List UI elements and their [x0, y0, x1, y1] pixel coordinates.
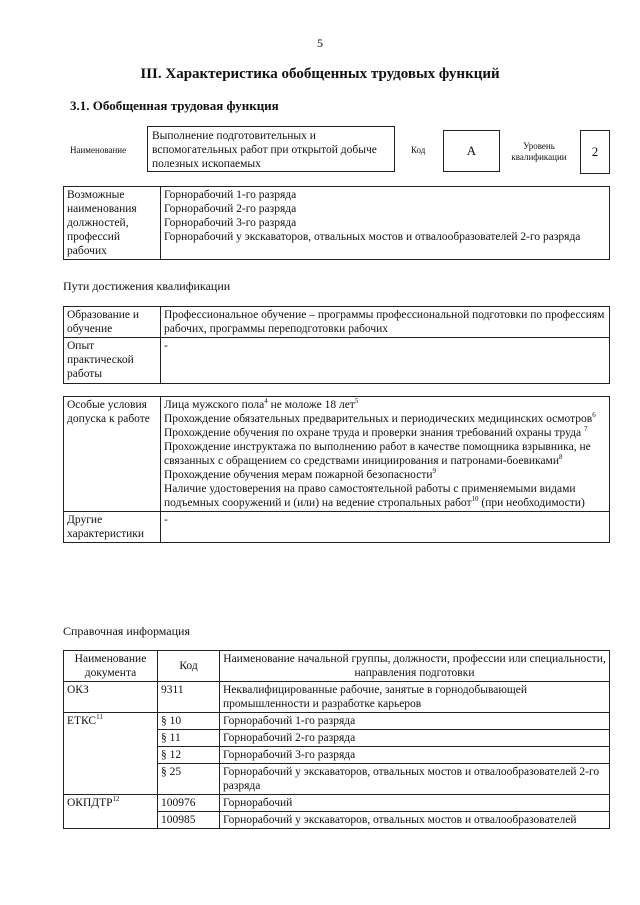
education-label: Образование и обучение [64, 307, 161, 338]
ref-name: Горнорабочий 3-го разряда [220, 747, 610, 764]
possible-titles-label: Возможные наименования должностей, профессий рабочих [64, 187, 161, 260]
condition-item: Прохождение обязательных предварительных и периодических медицинских осмотров$^6$ [164, 411, 596, 425]
ref-code: § 25 [158, 764, 220, 795]
ref-doc: ОКПДТР$^{12}$ [64, 795, 158, 829]
possible-titles-table [63, 186, 610, 260]
possible-titles-list [161, 187, 610, 260]
title-item: Горнорабочий 1-го разряда [164, 189, 297, 201]
other-value: - [161, 512, 610, 543]
condition-item: Лица мужского пола$^4$ не моложе 18 лет$^5$ [164, 397, 359, 411]
level-label: Уровень квалификации [511, 141, 567, 162]
table-row [64, 682, 610, 713]
ref-name: Неквалифицированные рабочие, занятые в горнодобывающей промышленности и разработке карьеров [220, 682, 610, 713]
ref-name: Горнорабочий 2-го разряда [220, 730, 610, 747]
condition-item: Прохождение обучения по охране труда и проверки знания требований охраны труда $^7$ [164, 425, 588, 439]
function-name-box [147, 126, 395, 172]
other-label: Другие характеристики [64, 512, 161, 543]
ref-name: Горнорабочий у экскаваторов, отвальных мостов и отвалообразователей 2-го разряда [220, 764, 610, 795]
ref-doc: ОКЗ [64, 682, 158, 713]
level-value: 2 [591, 144, 599, 159]
subsection-title: 3.1. Обобщенная трудовая функция [70, 98, 279, 113]
education-table [63, 306, 610, 384]
ref-header-doc: Наименование документа [64, 651, 158, 682]
title-item: Горнорабочий у экскаваторов, отвальных мостов и отвалообразователей 2-го разряда [164, 231, 581, 243]
experience-value: - [161, 338, 610, 384]
ref-header-name: Наименование начальной группы, должности, профессии или специальности, направления подготовки [220, 651, 610, 682]
conditions-list [161, 397, 610, 512]
level-box [580, 130, 610, 174]
table-row [64, 795, 610, 812]
ref-code: § 10 [158, 713, 220, 730]
ref-code: 9311 [158, 682, 220, 713]
function-name-value: Выполнение подготовительных и вспомогательных работ при открытой добыче полезных ископаемых [152, 130, 377, 170]
ref-code: 100976 [158, 795, 220, 812]
condition-item: Прохождение инструктажа по выполнению работ в качестве помощника взрывника, не связанных с обращением со средствами инициирования и патронами-боевиками$^8$ [164, 441, 591, 467]
reference-title: Справочная информация [63, 624, 190, 638]
title-item: Горнорабочий 2-го разряда [164, 203, 297, 215]
education-value: Профессиональное обучение – программы профессиональной подготовки по профессиям рабочих, программы переподготовки рабочих [161, 307, 610, 338]
name-label: Наименование [70, 145, 127, 155]
code-box [443, 130, 500, 172]
code-value: А [466, 143, 477, 158]
ref-name: Горнорабочий у экскаваторов, отвальных мостов и отвалообразователей [220, 812, 610, 829]
ref-code: § 11 [158, 730, 220, 747]
ref-name: Горнорабочий 1-го разряда [220, 713, 610, 730]
table-row [64, 713, 610, 730]
experience-label: Опыт практической работы [64, 338, 161, 384]
condition-item: Наличие удостоверения на право самостоятельной работы с применяемыми видами подъемных сооружений и (или) на ведение стропальных работ$^{10}$ (при необходимости) [164, 483, 585, 509]
code-label: Код [411, 145, 426, 155]
ref-name: Горнорабочий [220, 795, 610, 812]
condition-item: Прохождение обучения мерам пожарной безопасности$^9$ [164, 467, 437, 481]
reference-table [63, 650, 610, 829]
ref-doc: ЕТКС$^{11}$ [64, 713, 158, 795]
title-item: Горнорабочий 3-го разряда [164, 217, 297, 229]
ref-code: § 12 [158, 747, 220, 764]
conditions-label: Особые условия допуска к работе [64, 397, 161, 512]
section-title: III. Характеристика обобщенных трудовых функций [140, 66, 500, 82]
conditions-table [63, 396, 610, 543]
ref-code: 100985 [158, 812, 220, 829]
page-number: 5 [317, 36, 323, 50]
ref-header-code: Код [158, 651, 220, 682]
ways-title: Пути достижения квалификации [63, 279, 231, 293]
